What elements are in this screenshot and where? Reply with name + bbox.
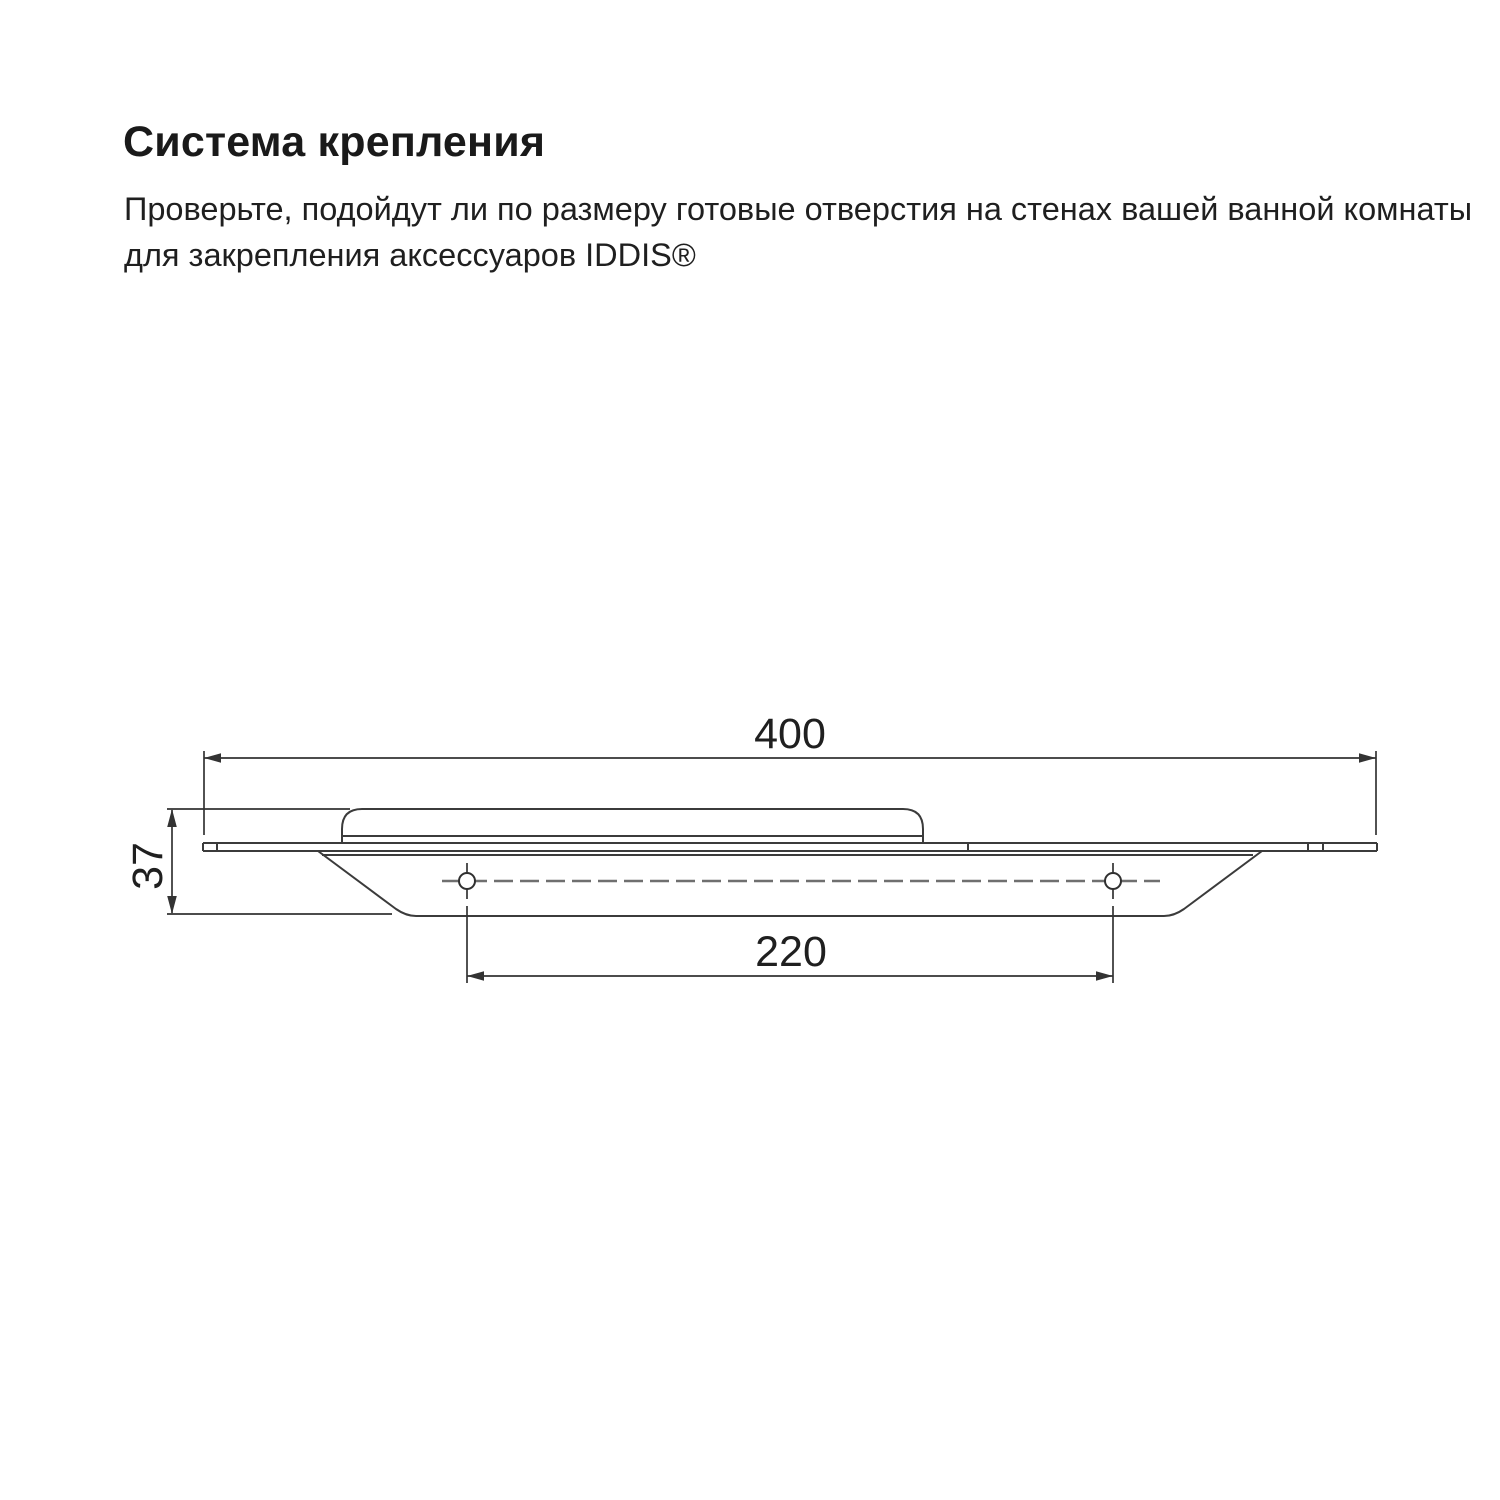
shelf-rail-profile (342, 809, 923, 843)
mounting-hole-left (459, 873, 475, 889)
subtitle-line-2: для закрепления аксессуаров IDDIS® (124, 237, 696, 273)
arrowhead-up-icon (167, 809, 177, 827)
arrowhead-right-icon (1096, 971, 1113, 981)
page-title: Система крепления (123, 118, 546, 166)
shelf-glass-plate (203, 843, 1377, 851)
arrowhead-down-icon (167, 896, 177, 914)
arrowhead-left-icon (467, 971, 484, 981)
dimension-label-height: 37 (124, 842, 172, 890)
dimension-height (124, 809, 392, 914)
dimension-label-hole-spacing: 220 (755, 928, 827, 976)
arrowhead-right-icon (1359, 753, 1376, 763)
mounting-hole-right (1105, 873, 1121, 889)
dimension-overall-width (204, 710, 1376, 835)
rail-outline (342, 809, 923, 843)
arrowhead-left-icon (204, 753, 221, 763)
dimension-label-overall-width: 400 (754, 710, 826, 758)
subtitle-line-1: Проверьте, подойдут ли по размеру готовые отверстия на стенах вашей ванной комнаты (124, 191, 1473, 227)
dimension-hole-spacing (467, 928, 1113, 981)
